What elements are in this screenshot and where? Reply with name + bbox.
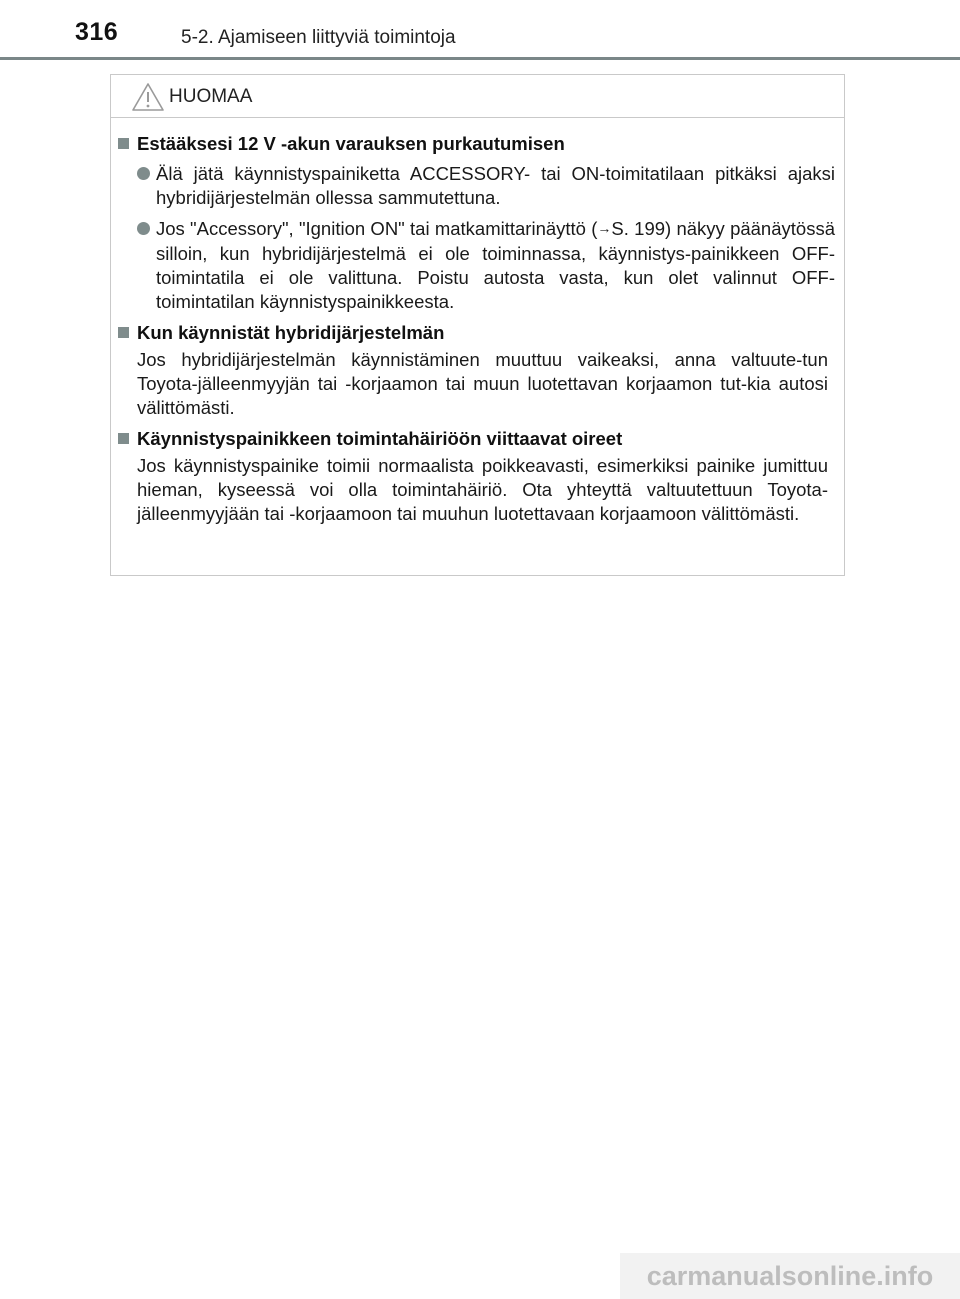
round-bullet-icon <box>137 167 150 180</box>
section-heading <box>111 321 844 345</box>
section-title: 5-2. Ajamiseen liittyviä toimintoja <box>181 27 456 48</box>
header-divider <box>0 57 960 60</box>
section-heading <box>111 427 844 451</box>
section-battery <box>111 132 844 314</box>
section-starting <box>111 321 844 420</box>
section-malfunction <box>111 427 844 526</box>
page-reference-link[interactable]: S. 199 <box>611 218 666 239</box>
notice-body <box>111 132 844 533</box>
bullet-item <box>111 217 844 314</box>
round-bullet-icon <box>137 222 150 235</box>
section-title-text: Estääksesi 12 V -akun varauksen purkautumisen <box>137 133 565 154</box>
notice-header <box>111 75 844 118</box>
section-paragraph: Jos hybridijärjestelmän käynnistäminen muuttuu vaikeaksi, anna valtuute-tun Toyota-jälleenmyyjän tai -korjaamon tai muun luotettavan korjaamon tut-kia autosi välittömästi. <box>137 349 828 418</box>
square-bullet-icon <box>118 138 129 149</box>
section-title-text: Kun käynnistät hybridijärjestelmän <box>137 322 445 343</box>
notice-box <box>110 74 845 576</box>
page-number: 316 <box>75 18 119 46</box>
warning-triangle-icon <box>131 82 165 112</box>
section-title-text: Käynnistyspainikkeen toimintahäiriöön viittaavat oireet <box>137 428 623 449</box>
bullet-item <box>111 162 844 210</box>
square-bullet-icon <box>118 433 129 444</box>
square-bullet-icon <box>118 327 129 338</box>
notice-label: HUOMAA <box>169 86 253 107</box>
bullet-text: Älä jätä käynnistyspainiketta ACCESSORY- tai ON-toimitatilaan pitkäksi ajaksi hybridijärjestelmän ollessa sammutettuna. <box>156 163 835 208</box>
bullet-text-start: Jos "Accessory", "Ignition ON" tai matkamittarinäyttö ( <box>156 218 598 239</box>
section-heading <box>111 132 844 156</box>
bullet-text-end: ) näkyy päänäytössä silloin, kun hybridijärjestelmä ei ole toiminnassa, käynnistys-painikkeen OFF-toimintatila ei ole valittuna. Poistu autosta vasta, kun olet valinnut OFF-toimintatilan käynnistyspainikkeesta. <box>156 218 835 312</box>
section-paragraph: Jos käynnistyspainike toimii normaalista poikkeavasti, esimerkiksi painike jumittuu hieman, kyseessä voi olla toimintahäiriö. Ota yhteyttä valtuutettuun Toyota-jälleenmyyjään tai -korjaamoon tai muuhun luotettavaan korjaamoon välittömästi. <box>137 455 828 524</box>
reference-arrow-icon: → <box>597 220 612 236</box>
watermark: carmanualsonline.info <box>620 1253 960 1299</box>
